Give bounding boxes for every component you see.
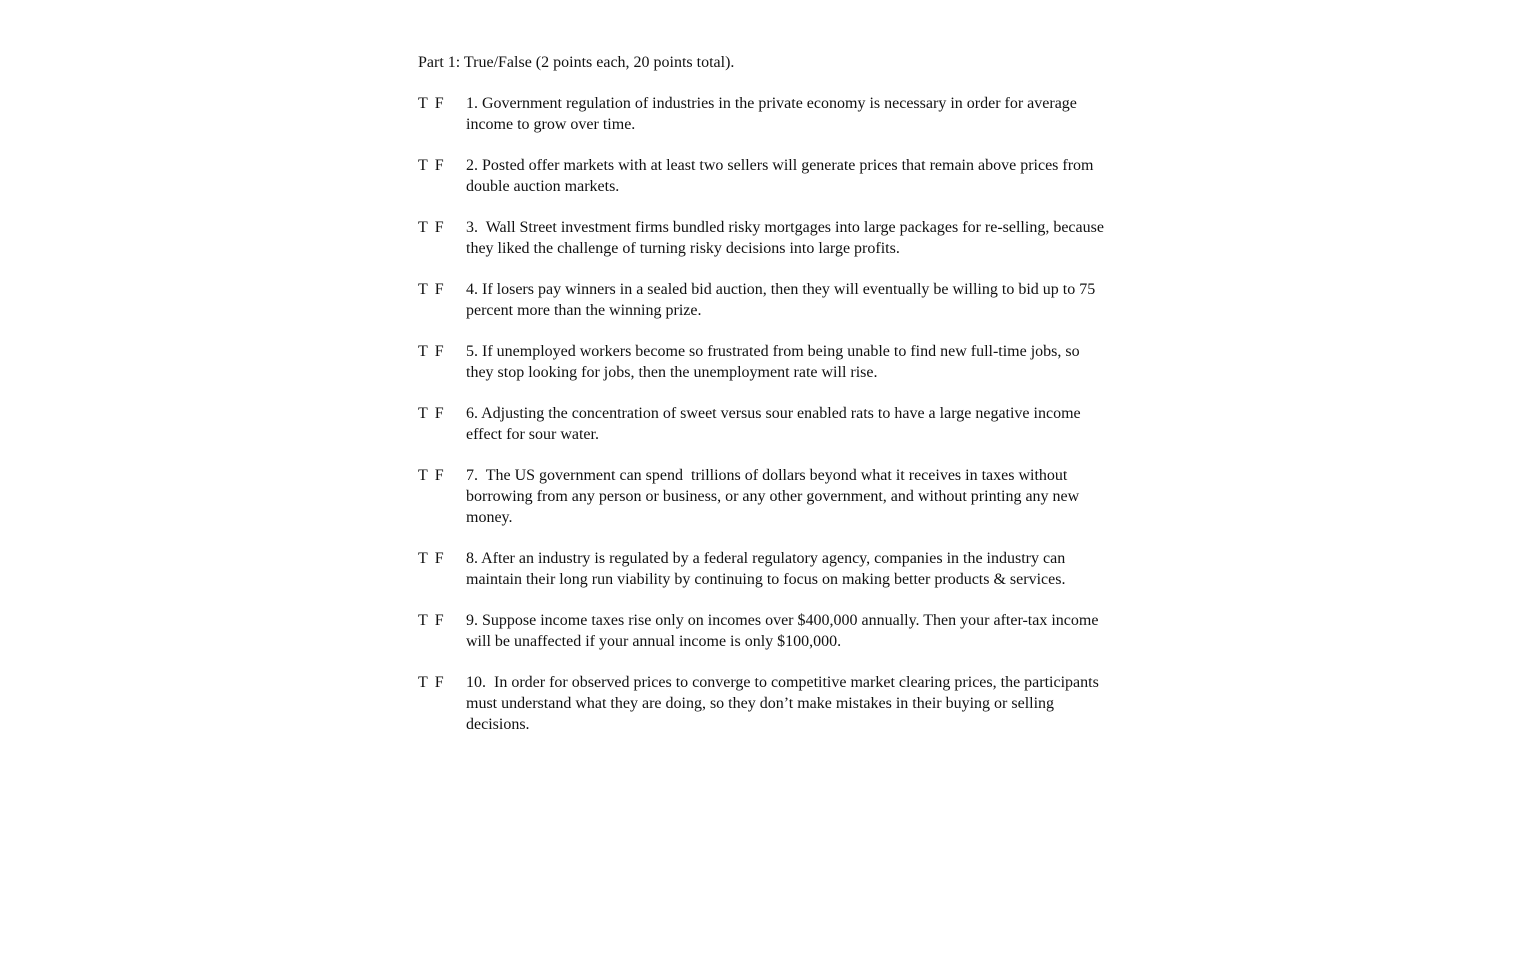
true-option: T (418, 157, 428, 174)
question-8 (418, 548, 1118, 590)
false-option: F (434, 219, 444, 236)
tf-options (418, 403, 466, 424)
tf-options (418, 672, 466, 693)
tf-options (418, 341, 466, 362)
false-option: F (434, 550, 444, 567)
false-option: F (434, 157, 444, 174)
true-option: T (418, 612, 428, 629)
question-text: 10. In order for observed prices to converge to competitive market clearing prices, the participants must understand what they are doing, so they don’t make mistakes in their buying or selling decisions. (466, 674, 1103, 733)
question-text: 9. Suppose income taxes rise only on incomes over $400,000 annually. Then your after-tax income will be unaffected if your annual income is only $100,000. (466, 612, 1103, 650)
true-option: T (418, 550, 428, 567)
false-option: F (434, 281, 444, 298)
false-option: F (434, 612, 444, 629)
tf-options (418, 279, 466, 300)
question-text: 6. Adjusting the concentration of sweet versus sour enabled rats to have a large negative income effect for sour water. (466, 405, 1085, 443)
tf-options (418, 610, 466, 631)
question-text: 4. If losers pay winners in a sealed bid auction, then they will eventually be willing to bid up to 75 percent more than the winning prize. (466, 281, 1100, 319)
question-text: 2. Posted offer markets with at least two sellers will generate prices that remain above prices from double auction markets. (466, 157, 1098, 195)
true-option: T (418, 343, 428, 360)
question-text: 3. Wall Street investment firms bundled risky mortgages into large packages for re-selling, because they liked the challenge of turning risky decisions into large profits. (466, 219, 1108, 257)
false-option: F (434, 95, 444, 112)
question-text: 1. Government regulation of industries in the private economy is necessary in order for average income to grow over time. (466, 95, 1081, 133)
document-page (418, 52, 1118, 755)
question-10 (418, 672, 1118, 735)
question-6 (418, 403, 1118, 445)
true-option: T (418, 281, 428, 298)
true-option: T (418, 95, 428, 112)
true-option: T (418, 405, 428, 422)
question-5 (418, 341, 1118, 383)
question-2 (418, 155, 1118, 197)
false-option: F (434, 674, 444, 691)
question-text: 5. If unemployed workers become so frustrated from being unable to find new full-time jobs, so they stop looking for jobs, then the unemployment rate will rise. (466, 343, 1084, 381)
tf-options (418, 93, 466, 114)
question-text: 8. After an industry is regulated by a federal regulatory agency, companies in the industry can maintain their long run viability by continuing to focus on making better products & services. (466, 550, 1070, 588)
question-3 (418, 217, 1118, 259)
false-option: F (434, 405, 444, 422)
question-1 (418, 93, 1118, 135)
true-option: T (418, 674, 428, 691)
tf-options (418, 155, 466, 176)
false-option: F (434, 343, 444, 360)
tf-options (418, 465, 466, 486)
question-7 (418, 465, 1118, 528)
tf-options (418, 548, 466, 569)
true-option: T (418, 219, 428, 236)
question-9 (418, 610, 1118, 652)
false-option: F (434, 467, 444, 484)
question-4 (418, 279, 1118, 321)
true-option: T (418, 467, 428, 484)
tf-options (418, 217, 466, 238)
question-text: 7. The US government can spend trillions of dollars beyond what it receives in taxes without borrowing from any person or business, or any other government, and without printing any new money. (466, 467, 1084, 526)
part-title: Part 1: True/False (2 points each, 20 points total). (418, 54, 735, 71)
